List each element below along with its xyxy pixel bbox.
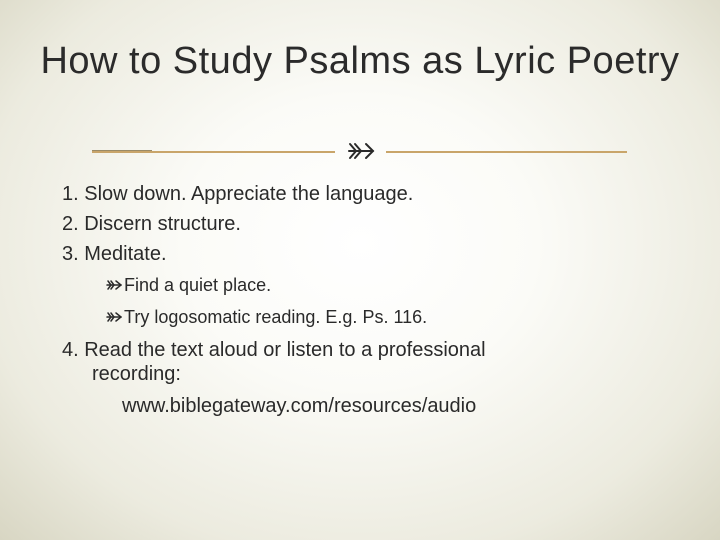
sub-list-item-text: Find a quiet place.	[124, 275, 272, 295]
feather-arrow-icon	[106, 278, 122, 292]
list-item-line: recording:	[92, 363, 181, 385]
feather-arrow-icon	[346, 138, 376, 164]
list-item: 2. Discern structure.	[62, 213, 241, 235]
sub-list-item	[106, 272, 662, 298]
audio-url: www.biblegateway.com/resources/audio	[122, 395, 477, 417]
slide-body	[62, 180, 662, 420]
slide-title: How to Study Psalms as Lyric Poetry	[40, 40, 680, 82]
feather-arrow-icon	[106, 310, 122, 324]
sub-list-item-text: Try logosomatic reading. E.g. Ps. 116.	[124, 307, 428, 327]
list-item: 3. Meditate.	[62, 243, 167, 265]
list-item	[62, 338, 662, 386]
list-item: 1. Slow down. Appreciate the language.	[62, 183, 414, 205]
title-rule-left	[92, 151, 335, 153]
title-rule-right	[386, 151, 627, 153]
list-item-line: 4. Read the text aloud or listen to a professional	[62, 339, 486, 361]
sub-list	[106, 272, 662, 330]
sub-list-item	[106, 304, 662, 330]
